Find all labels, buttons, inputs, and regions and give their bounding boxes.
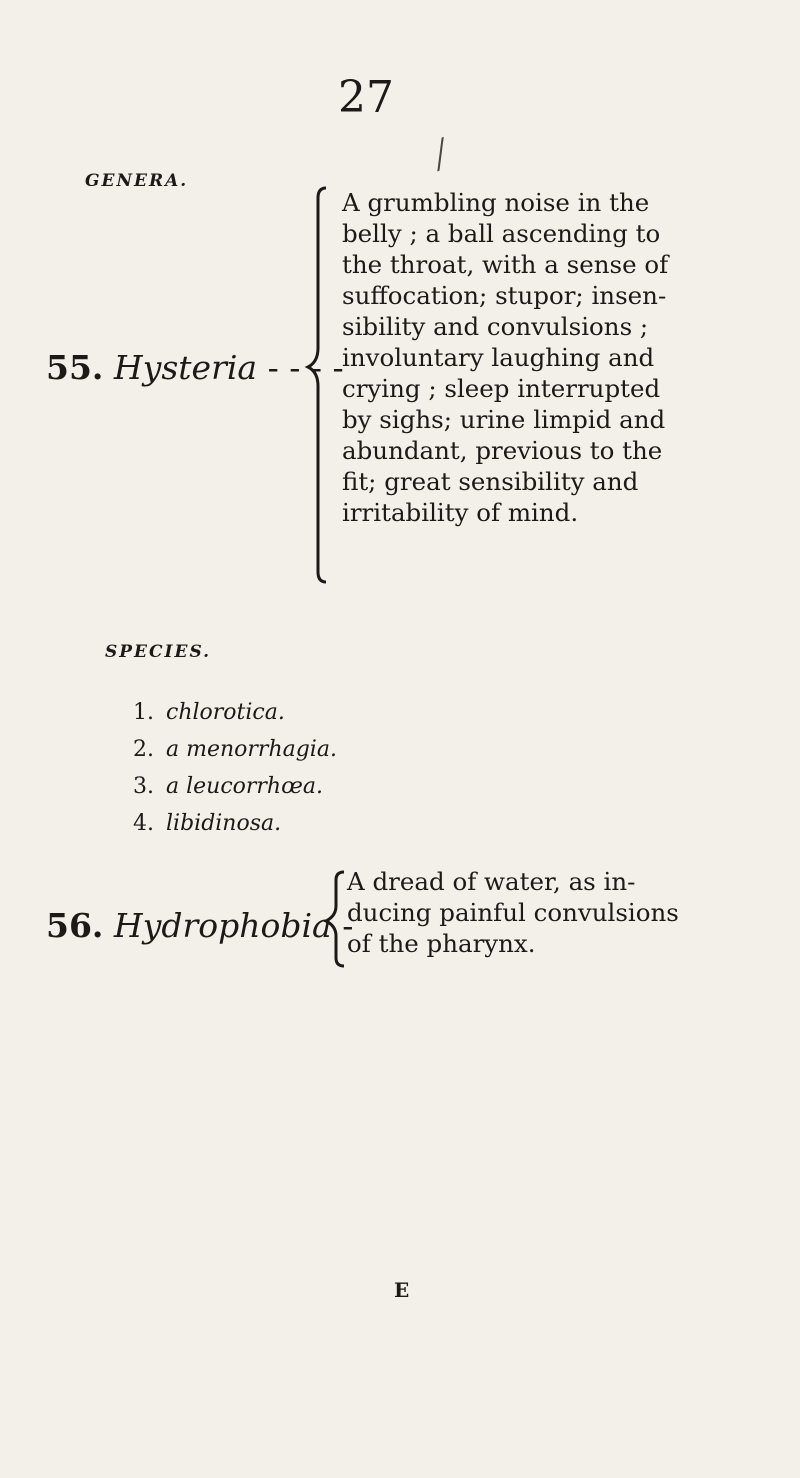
species-heading: SPECIES. xyxy=(105,642,212,662)
entry-leader: - - - - xyxy=(257,348,344,387)
description-line: the throat, with a sense of xyxy=(342,250,669,279)
entry-number: 55. xyxy=(46,348,104,387)
entry-title-hydrophobia xyxy=(46,906,353,945)
species-list xyxy=(133,694,337,842)
description-line: irritability of mind. xyxy=(342,498,579,527)
page-number: 27 xyxy=(338,72,394,123)
description-line: suffocation; stupor; insen- xyxy=(342,281,667,310)
species-name: chlorotica. xyxy=(166,700,285,725)
genera-heading: GENERA. xyxy=(85,171,189,191)
entry-name: Hydrophobia xyxy=(113,906,332,945)
hydrophobia-description xyxy=(347,866,679,959)
description-line: involuntary laughing and xyxy=(342,343,655,372)
species-item xyxy=(133,768,337,805)
species-name: a leucorrhœa. xyxy=(166,774,323,799)
species-number: 3. xyxy=(133,774,154,799)
entry-name: Hysteria xyxy=(113,348,258,387)
species-number: 1. xyxy=(133,700,154,725)
species-item xyxy=(133,731,337,768)
species-number: 4. xyxy=(133,811,154,836)
description-line: ducing painful convulsions xyxy=(347,898,679,927)
description-line: by sighs; urine limpid and xyxy=(342,405,666,434)
description-line: crying ; sleep interrupted xyxy=(342,374,661,403)
description-line: abundant, previous to the xyxy=(342,436,663,465)
hysteria-brace xyxy=(306,180,336,600)
description-line: of the pharynx. xyxy=(347,929,536,958)
description-line: A dread of water, as in- xyxy=(347,867,636,896)
signature-mark: E xyxy=(394,1278,410,1302)
species-item xyxy=(133,694,337,731)
tick-mark: ╱ xyxy=(428,138,454,172)
species-item xyxy=(133,805,337,842)
entry-number: 56. xyxy=(46,906,104,945)
entry-title-hysteria xyxy=(46,348,344,387)
description-line: A grumbling noise in the xyxy=(342,188,650,217)
description-line: fit; great sensibility and xyxy=(342,467,639,496)
hysteria-description xyxy=(342,187,668,528)
species-name: a menorrhagia. xyxy=(166,737,337,762)
entry-leader: - xyxy=(331,906,354,945)
species-name: libidinosa. xyxy=(166,811,282,836)
description-line: belly ; a ball ascending to xyxy=(342,219,661,248)
species-number: 2. xyxy=(133,737,154,762)
description-line: sibility and convulsions ; xyxy=(342,312,649,341)
